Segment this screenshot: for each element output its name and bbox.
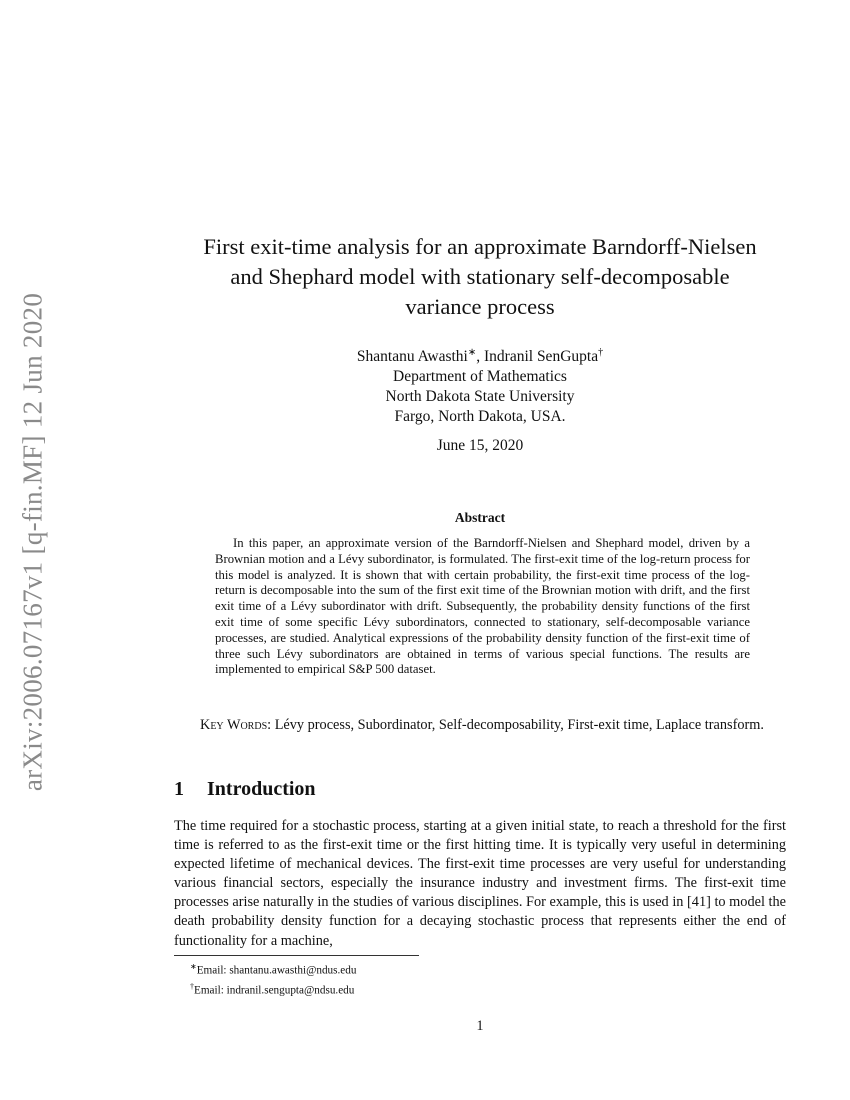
title-line-1: First exit-time analysis for an approximate Barndorff-Nielsen [203, 234, 757, 259]
author-names [170, 343, 790, 367]
section-number: 1 [174, 778, 184, 800]
keywords-text: Lévy process, Subordinator, Self-decomposability, First-exit time, Laplace transform. [271, 717, 764, 733]
keywords-label: Key Words: [200, 717, 272, 733]
author-1: Shantanu Awasthi [356, 348, 468, 366]
abstract-heading: Abstract [454, 510, 506, 525]
footnote-1-text: Email: shantanu.awasthi@ndus.edu [196, 964, 357, 977]
footnote-1 [190, 959, 356, 979]
author-1-footnote-mark: ∗ [467, 347, 477, 358]
author-location: Fargo, North Dakota, USA. [394, 408, 566, 426]
page-number: 1 [476, 1018, 484, 1034]
author-2: Indranil SenGupta [484, 348, 599, 366]
author-2-footnote-mark: † [598, 347, 604, 358]
section-heading [174, 778, 316, 801]
title-line-2: and Shephard model with stationary self-decomposable [230, 264, 730, 289]
footnote-divider [174, 955, 419, 956]
author-block [170, 343, 790, 427]
author-department: Department of Mathematics [393, 368, 567, 386]
footnote-2-text: Email: indranil.sengupta@ndsu.edu [194, 984, 355, 997]
arxiv-side-stamp [5, 0, 65, 1100]
footnote-2 [190, 979, 356, 999]
title-line-3: variance process [405, 294, 555, 319]
introduction-paragraph: The time required for a stochastic process, starting at a given initial state, to reach a threshold for the first time is referred to as the first-exit time or the first hitting time. It is typically very useful in determining expected lifetime of mechanical devices. The first-exit time processes are very useful for understanding various financial sectors, especially the insurance industry and investment firms. The first-exit time processes arise naturally in the studies of various disciplines. For example, this is used in [41] to model the death probability density function for a decaying stochastic process that represents either the end of functionality for a machine, [174, 818, 786, 949]
arxiv-identifier: arXiv:2006.07167v1 [q-fin.MF] 12 Jun 2020 [17, 292, 48, 792]
author-university: North Dakota State University [385, 388, 575, 406]
author-separator: , [476, 348, 484, 366]
footnote-1-mark: ∗ [190, 962, 197, 971]
paper-title [170, 232, 790, 322]
abstract-text: In this paper, an approximate version of the Barndorff-Nielsen and Shephard model, driven by a Brownian motion and a Lévy subordinator, is formulated. The first-exit time of the log-return process for this model is analyzed. It is shown that with certain probability, the first-exit time process of the log-return is decomposable into the sum of the first exit time of the Brownian motion with drift, and the first exit time of a Lévy subordinator with drift. Subsequently, the probability density functions of the first exit time of some specific Lévy subordinators, connected to stationary, self-decomposable variance processes, are studied. Analytical expressions of the probability density function of the first-exit time of three such Lévy subordinators are obtained in terms of various special functions. The results are implemented to empirical S&P 500 dataset. [215, 536, 750, 677]
paper-date: June 15, 2020 [436, 437, 524, 454]
section-title: Introduction [207, 778, 316, 800]
keywords [174, 716, 786, 735]
footnote-2-mark: † [190, 981, 194, 991]
footnotes [190, 959, 356, 998]
